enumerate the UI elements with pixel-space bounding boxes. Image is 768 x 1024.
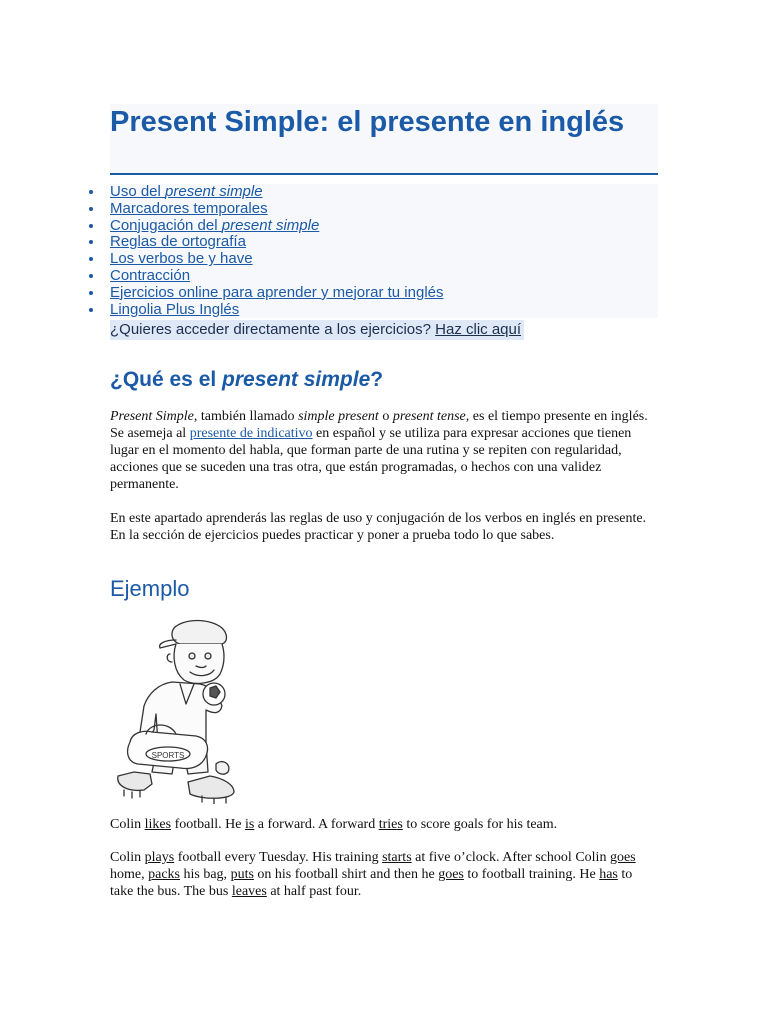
toc-item [110, 184, 658, 201]
toc-link-text: Contracción [110, 266, 191, 284]
section-heading-em: present simple [222, 368, 371, 391]
toc-link[interactable] [110, 284, 444, 301]
definition-paragraph [110, 408, 658, 493]
bag-label: SPORTS [151, 751, 185, 760]
underlined-verb: has [599, 867, 618, 882]
bullet-icon [89, 207, 93, 211]
direct-question: ¿Quieres acceder directamente a los ejercicios? [110, 321, 431, 338]
text: to football training. He [463, 867, 600, 882]
underlined-verb: starts [382, 850, 412, 865]
underlined-verb: goes [438, 867, 464, 882]
example-heading: Ejemplo [110, 576, 190, 601]
bullet-icon [89, 308, 93, 312]
text: to take the bus. The bus [110, 867, 633, 899]
underlined-verb: likes [144, 817, 172, 832]
toc-link-text: Marcadores temporales [110, 199, 268, 217]
example-sentence-1 [110, 816, 658, 833]
term-simple-present: simple present [298, 409, 379, 424]
toc-item [110, 218, 658, 235]
underlined-verb: plays [144, 850, 175, 865]
underlined-verb: puts [230, 867, 254, 882]
bullet-icon [89, 291, 93, 295]
section-heading-pre: ¿Qué es el [110, 368, 223, 391]
text: Colin [110, 850, 145, 865]
term-present-simple: Present Simple [110, 409, 194, 424]
underlined-verb: goes [609, 850, 636, 865]
text: home, [110, 867, 149, 882]
toc-item [110, 268, 658, 285]
text: to score goals for his team. [402, 817, 558, 832]
underlined-verb: leaves [231, 884, 267, 899]
text: a forward. A forward [254, 817, 379, 832]
toc-link-text: Reglas de ortografía [110, 233, 246, 251]
underlined-verb: is [244, 817, 255, 832]
text: en español y se utiliza para expresar acciones que tienen lugar en el momento del habla, que forman parte de una rutina y se repiten con regularidad, acciones que se suceden una tras otra, que están programadas, o hechos con una validez permanente. [110, 426, 632, 492]
toc-item [110, 285, 658, 302]
bullet-icon [89, 240, 93, 244]
text: Colin [110, 817, 145, 832]
bullet-icon [89, 274, 93, 278]
toc-link-text: Uso del [110, 183, 166, 200]
direct-exercises-link[interactable]: Haz clic aquí [435, 321, 522, 338]
example-sentence-2 [110, 849, 658, 900]
toc-link[interactable] [110, 233, 246, 250]
toc-link[interactable] [110, 217, 319, 234]
toc-item [110, 234, 658, 251]
boy-with-football-illustration [110, 614, 246, 804]
text: football. He [171, 817, 245, 832]
table-of-contents [110, 184, 658, 318]
toc-link[interactable] [110, 267, 190, 284]
toc-link[interactable] [110, 183, 263, 200]
section-heading [110, 366, 383, 394]
text: at five o’clock. After school Colin [411, 850, 610, 865]
toc-link-emphasis: present simple [221, 216, 320, 234]
underlined-verb: tries [378, 817, 403, 832]
intro-paragraph: En este apartado aprenderás las reglas de uso y conjugación de los verbos en inglés en presente. En la sección de ejercicios puedes practicar y poner a prueba todo lo que sabes. [110, 511, 647, 543]
toc-item [110, 302, 658, 319]
toc-item [110, 251, 658, 268]
presente-de-indicativo-link[interactable]: presente de indicativo [189, 426, 313, 441]
bullet-icon [89, 190, 93, 194]
bullet-icon [89, 224, 93, 228]
page-title: Present Simple: el presente en inglés [110, 106, 625, 138]
toc-link-text: Los verbos be y have [110, 250, 253, 268]
toc-link-text: Lingolia Plus Inglés [110, 300, 240, 318]
text: on his football shirt and then he [253, 867, 439, 882]
text: football every Tuesday. His training [174, 850, 383, 865]
toc-link-text: Conjugación del [110, 216, 222, 234]
bullet-icon [89, 257, 93, 261]
toc-link[interactable] [110, 301, 239, 318]
toc-list [110, 184, 658, 318]
title-block [110, 104, 658, 175]
text: , también llamado [193, 409, 299, 424]
toc-item [110, 201, 658, 218]
text: his bag, [180, 867, 231, 882]
toc-link[interactable] [110, 250, 253, 267]
toc-link-text: Ejercicios online para aprender y mejorar tu inglés [110, 283, 444, 301]
toc-link-emphasis: present simple [165, 183, 263, 200]
text: o [378, 409, 393, 424]
toc-link[interactable] [110, 200, 268, 217]
direct-exercises-banner [110, 320, 524, 340]
text: at half past four. [266, 884, 362, 899]
term-present-tense: present tense, [392, 409, 470, 424]
underlined-verb: packs [148, 867, 180, 882]
section-heading-post: ? [370, 368, 384, 391]
text: es el tiempo presente en inglés. Se asemeja al [110, 409, 648, 441]
